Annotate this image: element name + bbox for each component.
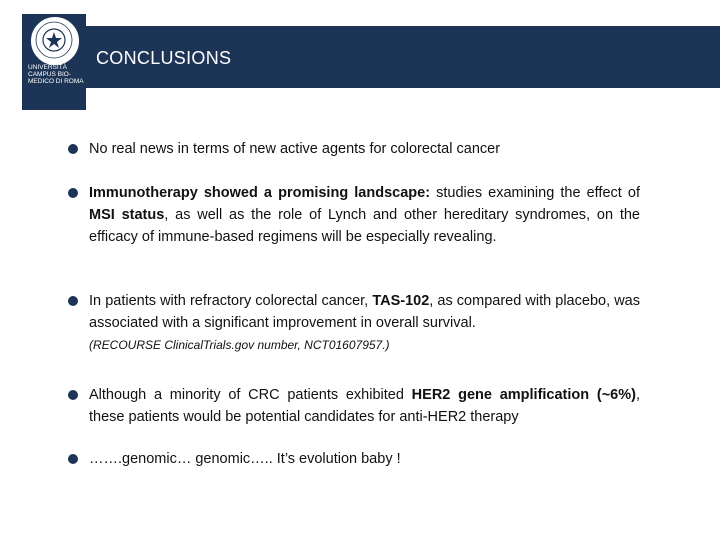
bullet-item (68, 182, 640, 248)
bullet-bold-lead: Immunotherapy showed a promising landscape: (89, 185, 431, 201)
bullet-item (68, 290, 640, 354)
bullet-icon (68, 454, 78, 464)
bullet-icon (68, 188, 78, 198)
title-bar (86, 26, 720, 88)
university-seal (30, 16, 80, 66)
bullet-text: , these patients would be potential candidates for anti-HER2 therapy (89, 387, 640, 425)
bullet-item (68, 384, 640, 428)
bullet-text: In patients with refractory colorectal cancer, (89, 293, 373, 309)
seal-emblem (34, 20, 74, 60)
bullet-text: , as compared with placebo, was associated with a significant improvement in overall survival. (89, 293, 640, 331)
bullet-icon (68, 390, 78, 400)
bullet-item (68, 448, 640, 470)
bullet-item (68, 138, 640, 160)
logo-wordmark: UNIVERSITÀ CAMPUS BIO-MEDICO DI ROMA (28, 64, 84, 85)
bullet-text: …….genomic… genomic….. It’s evolution baby ! (89, 451, 401, 467)
slide-title: CONCLUSIONS (96, 48, 232, 68)
bullet-bold-term: MSI status (89, 207, 165, 223)
trial-reference: (RECOURSE ClinicalTrials.gov number, NCT01607957.) (89, 338, 390, 352)
bullet-text: studies examining the effect of (430, 185, 640, 201)
bullet-bold-term: TAS-102 (372, 293, 430, 309)
university-logo (22, 14, 86, 110)
bullet-icon (68, 144, 78, 154)
bullet-text: , as well as the role of Lynch and other hereditary syndromes, on the efficacy of immune-based regimens will be especially revealing. (89, 207, 640, 245)
bullet-icon (68, 296, 78, 306)
bullet-text: Although a minority of CRC patients exhibited (89, 387, 412, 403)
bullet-bold-term: HER2 gene amplification (~6%) (411, 387, 636, 403)
bullet-text: No real news in terms of new active agents for colorectal cancer (89, 141, 501, 157)
